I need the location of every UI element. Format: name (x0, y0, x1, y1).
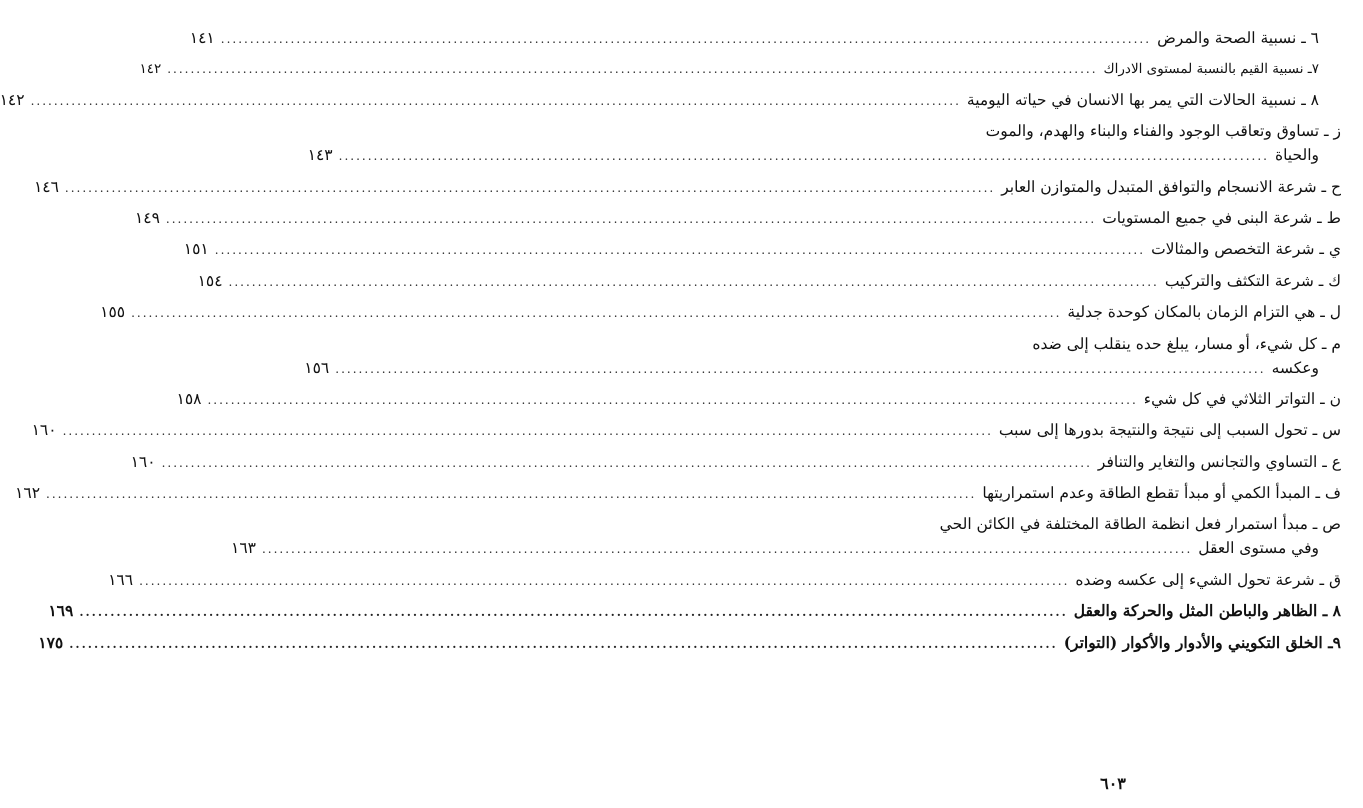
toc-entry-text: ل ـ هي التزام الزمان بالمكان كوحدة جدلية (1067, 303, 1341, 322)
toc-entry-page: ١٥٤ (197, 271, 223, 290)
toc-entry-page: ١٥٨ (176, 389, 202, 408)
toc-entry (176, 389, 1341, 410)
toc-entry-text: ف ـ المبدأ الكمي أو مبدأ تقطع الطاقة وعدم استمراريتها (982, 484, 1341, 503)
leader-dots: ................................................................................................................................................................ (167, 62, 1098, 77)
toc-entry (100, 302, 1341, 323)
toc-entry-page: ١٥٦ (304, 358, 330, 377)
toc-entry-text: ٦ ـ نسبية الصحة والمرض (1157, 29, 1319, 47)
leader-dots: ................................................................................................................................................................ (69, 636, 1058, 651)
toc-entry-page: ١٦٩ (48, 601, 74, 621)
toc-entry-text: ح ـ شرعة الانسجام والتوافق المتبدل والمتوازن العابر (1001, 177, 1341, 196)
leader-dots: ................................................................................................................................................................ (207, 392, 1138, 407)
leader-dots: ................................................................................................................................................................ (161, 455, 1092, 470)
page-number: ٦٠٣ (1100, 774, 1126, 793)
toc-entry-page: ١٤٣ (307, 146, 333, 165)
leader-dots: ................................................................................................................................................................ (30, 93, 961, 108)
toc-entry (0, 90, 1341, 111)
toc-entry-text: وفي مستوى العقل (1198, 539, 1319, 558)
toc-entry-text: ز ـ تساوق وتعاقب الوجود والفناء والبناء والهدم، والموت (985, 122, 1341, 141)
toc-entry-text: ٨ ـ نسبية الحالات التي يمر بها الانسان في حياته اليومية (966, 90, 1319, 109)
leader-dots: ................................................................................................................................................................ (338, 149, 1269, 164)
toc-entry-page: ١٤٢ (139, 61, 162, 78)
toc-entry (304, 358, 1341, 379)
toc-entry (134, 208, 1341, 229)
toc-entry (183, 239, 1341, 260)
toc-entry (231, 538, 1341, 559)
toc-entry-page: ١٧٥ (38, 632, 64, 652)
toc-entry-page: ١٦٠ (31, 421, 57, 440)
leader-dots: ................................................................................................................................................................ (220, 32, 1152, 46)
leader-dots: ................................................................................................................................................................ (139, 573, 1070, 588)
toc-entry-text: ع ـ التساوي والتجانس والتغاير والتنافر (1097, 452, 1341, 471)
toc-entry (307, 145, 1341, 166)
leader-dots: ................................................................................................................................................................ (261, 542, 1193, 557)
leader-dots: ................................................................................................................................................................ (214, 243, 1146, 258)
toc-entry-text: م ـ كل شيء، أو مسار، يبلغ حده ينقلب إلى ضده (1032, 334, 1341, 353)
toc-entry-text: وعكسه (1271, 358, 1319, 377)
leader-dots: ................................................................................................................................................................ (165, 211, 1097, 226)
toc-entry-text: ٩ـ الخلق التكويني والأدوار والأكوار (التواتر) (1063, 632, 1341, 652)
toc-entry-text: ن ـ التواتر الثلاثي في كل شيء (1143, 389, 1341, 408)
leader-dots: ................................................................................................................................................................ (64, 180, 996, 195)
leader-dots: ................................................................................................................................................................ (79, 605, 1068, 620)
toc-entry (130, 452, 1341, 473)
toc-entry (189, 28, 1341, 49)
toc-entry-page: ١٦٦ (108, 570, 134, 589)
toc-entry (139, 59, 1341, 79)
leader-dots: ................................................................................................................................................................ (131, 306, 1062, 321)
toc-entry-text: ي ـ شرعة التخصص والمثالات (1151, 240, 1341, 259)
toc-entry (33, 177, 1341, 198)
toc-entry-page: ١٤٢ (0, 90, 25, 109)
leader-dots: ................................................................................................................................................................ (335, 361, 1266, 376)
toc-entry (108, 570, 1341, 591)
toc-entry-page: ١٤٦ (33, 177, 59, 196)
toc-entry-page: ١٥١ (183, 240, 209, 259)
toc-entry (31, 420, 1341, 441)
toc-entry (197, 271, 1341, 292)
leader-dots: ................................................................................................................................................................ (62, 424, 993, 439)
leader-dots: ................................................................................................................................................................ (228, 274, 1159, 289)
table-of-contents (0, 28, 1341, 664)
toc-entry-text: ك ـ شرعة التكثف والتركيب (1164, 271, 1341, 290)
toc-entry (883, 334, 1341, 354)
toc-entry-page: ١٦٠ (130, 452, 156, 471)
toc-entry-text: والحياة (1274, 146, 1319, 165)
toc-entry-page: ١٦٣ (231, 539, 256, 558)
toc-entry (883, 121, 1341, 141)
toc-entry (15, 483, 1341, 504)
toc-entry-page: ١٥٥ (100, 303, 126, 322)
toc-entry-text: ط ـ شرعة البنى في جميع المستويات (1102, 208, 1341, 227)
toc-entry (883, 514, 1341, 534)
toc-entry-page: ١٦٢ (15, 484, 41, 503)
toc-entry (38, 632, 1341, 654)
toc-entry-text: ص ـ مبدأ استمرار فعل انظمة الطاقة المختلفة في الكائن الحي (939, 515, 1341, 534)
toc-entry-text: ٨ ـ الظاهر والباطن المثل والحركة والعقل (1073, 601, 1341, 621)
toc-entry-text: س ـ تحول السبب إلى نتيجة والنتيجة بدورها إلى سبب (998, 421, 1341, 440)
toc-entry-text: ٧ـ نسبية القيم بالنسبة لمستوى الادراك (1103, 61, 1319, 78)
toc-entry-page: ١٤٩ (134, 208, 160, 227)
toc-entry (48, 601, 1341, 622)
toc-entry-page: ١٤١ (189, 29, 215, 47)
leader-dots: ................................................................................................................................................................ (46, 487, 977, 502)
toc-entry-text: ق ـ شرعة تحول الشيء إلى عكسه وضده (1075, 570, 1341, 589)
